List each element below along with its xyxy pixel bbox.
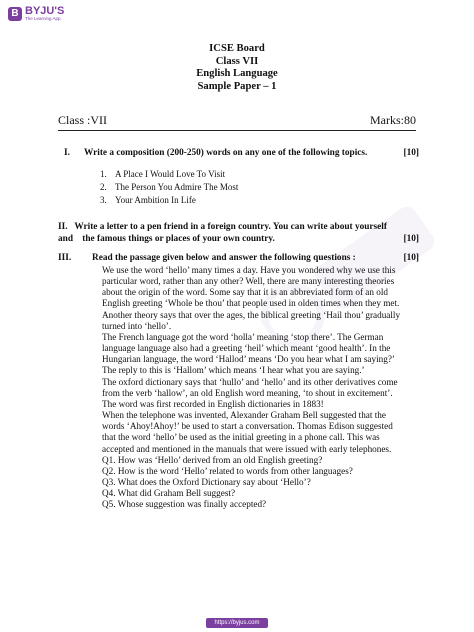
passage-line: The reply to this is ‘Hallom’ which means ‘I hear what you are saying.’ xyxy=(102,365,365,376)
sub-question: Q1. How was ‘Hello’ derived from an old English greeting? xyxy=(102,454,323,465)
passage-line: Another theory says that over the ages, the biblical greeting ‘Hail thou’ gradually xyxy=(102,309,401,320)
class-marks-line xyxy=(58,113,416,131)
footer xyxy=(0,611,474,629)
paper-title: Sample Paper – 1 xyxy=(197,80,277,92)
question-3-marks: [10] xyxy=(403,253,419,263)
sub-question: Q5. Whose suggestion was finally accepted? xyxy=(102,499,267,510)
logo-tagline: The Learning App xyxy=(25,16,61,21)
board-title: ICSE Board xyxy=(209,43,265,54)
passage-line: The oxford dictionary says that ‘hullo’ and ‘hello’ and its other derivatives come xyxy=(102,376,398,387)
list-item: 2. The Person You Admire The Most xyxy=(100,182,239,192)
paper-header xyxy=(0,43,474,93)
class-label: Class :VII xyxy=(58,113,107,127)
logo-name: BYJU'S xyxy=(25,5,65,17)
passage-line: turned into ‘hello’. xyxy=(102,320,172,331)
question-1-number: I. xyxy=(64,148,70,158)
passage-line: The word was first recorded in English dictionaries in 1883! xyxy=(102,398,324,409)
question-2 xyxy=(58,222,419,245)
question-1-marks: [10] xyxy=(403,148,419,158)
question-3-number: III. xyxy=(58,253,72,263)
sub-question: Q4. What did Graham Bell suggest? xyxy=(102,488,236,499)
footer-url[interactable]: https://byjus.com xyxy=(206,618,267,628)
marks-label: Marks:80 xyxy=(370,113,416,127)
question-2-marks: [10] xyxy=(403,233,419,244)
class-title: Class VII xyxy=(215,55,259,67)
topic-list xyxy=(100,168,238,207)
list-item: 3. Your Ambition In Life xyxy=(100,195,196,205)
passage-line: We use the word ‘hello’ many times a day. Have you wondered why we use this xyxy=(102,265,396,275)
passage-line: When the telephone was invented, Alexander Graham Bell suggested that the xyxy=(102,410,386,421)
question-1-text: Write a composition (200-250) words on any one of the following topics. xyxy=(84,148,368,158)
list-item: 1. A Place I Would Love To Visit xyxy=(100,169,226,179)
question-3-text: Read the passage given below and answer the following questions : xyxy=(92,253,356,263)
subject-title: English Language xyxy=(196,68,278,79)
question-3 xyxy=(58,253,419,265)
question-2-line-2: and the famous things or places of your own country. xyxy=(58,233,275,244)
passage-line: language language also had a greeting ‘heil’ which meant ‘good health’. In the xyxy=(102,343,391,354)
sub-question: Q2. How is the word ‘Hello’ related to words from other languages? xyxy=(102,465,353,476)
byjus-logo xyxy=(8,6,64,22)
passage-line: about the origin of the word. Some say that it is an abbreviated form of an old xyxy=(102,287,389,298)
passage-line: from the verb ‘hallow’, an old English word meaning, ‘to shout in excitement’. xyxy=(102,387,393,398)
question-2-line-1: II. Write a letter to a pen friend in a foreign country. You can write about yourself xyxy=(58,222,387,232)
passage-line: The French language got the word ‘holla’ meaning ‘stop there’. The German xyxy=(102,331,384,342)
logo-badge: B xyxy=(8,7,22,21)
passage-line: that the word ‘hello’ be used as the initial greeting in a phone call. This was xyxy=(102,432,380,443)
passage-line: English greeting ‘Whole be thou’ that people used in olden times when they met. xyxy=(102,298,400,309)
question-1 xyxy=(64,148,419,160)
passage-line: words ‘Ahoy!Ahoy!’ be used to start a conversation. Thomas Edison suggested xyxy=(102,421,393,432)
passage-line: Hungarian language, the word ‘Hallod’ means ‘Do you hear what I am saying?’ xyxy=(102,354,395,365)
passage xyxy=(102,265,422,510)
sub-question: Q3. What does the Oxford Dictionary say about ‘Hello’? xyxy=(102,476,311,487)
passage-line: accepted and mentioned in the manuals that were issued with early telephones. xyxy=(102,443,392,454)
passage-line: particular word, rather than any other? Well, there are many interesting theories xyxy=(102,276,395,287)
